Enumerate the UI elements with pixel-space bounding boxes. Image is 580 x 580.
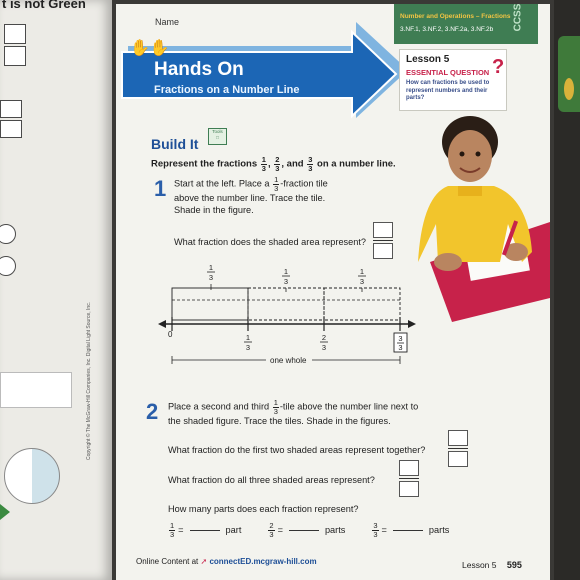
parts-label: parts — [428, 525, 450, 535]
fraction-3-3: $\frac{3}{3}$ — [373, 521, 378, 539]
step-2-line-1-end: -tile above the number line next to — [279, 401, 419, 412]
svg-text:1: 1 — [245, 333, 251, 342]
textbook-page — [116, 4, 550, 580]
left-circle — [0, 224, 16, 244]
copyright-notice: Copyright © The McGraw-Hill Companies, Inc. Digital Light Source, Inc. — [86, 301, 92, 460]
svg-text:2: 2 — [321, 333, 327, 342]
step-1-line-2: above the number line. Trace the tile. — [174, 193, 326, 203]
parts-blank-3[interactable] — [393, 530, 423, 531]
parts-label: parts — [324, 525, 346, 535]
instruction-text: Represent the fractions — [151, 158, 258, 170]
right-book-edge — [554, 0, 580, 580]
essential-question-text: How can fractions be used to represent numbers and their parts? — [406, 80, 490, 101]
left-circle — [0, 256, 16, 276]
left-answer-box — [0, 372, 72, 408]
banner-subtitle: Fractions on a Number Line — [154, 84, 300, 96]
strand-label: Number and Operations – Fractions — [400, 13, 511, 20]
banner-title: Hands On — [154, 59, 244, 80]
tools-label: Tools — [212, 129, 223, 134]
svg-text:1: 1 — [283, 267, 289, 276]
essential-question-label: ESSENTIAL QUESTION — [406, 68, 490, 77]
standards-label: 3.NF.1, 3.NF.2, 3.NF.2a, 3.NF.2b — [400, 26, 494, 33]
build-it-title: Build It — [151, 136, 199, 152]
svg-text:3: 3 — [321, 343, 327, 352]
question-mark-icon: ? — [492, 56, 505, 78]
number-line-diagram — [116, 4, 550, 384]
fraction-1-3: $\frac{1}{3}$ — [274, 175, 279, 193]
fraction-3-3: $\frac{3}{3}$ — [308, 155, 313, 173]
svg-text:3: 3 — [283, 277, 289, 286]
build-it-instruction: Represent the fractions $\frac{1}{3}$ , $\frac{2}{3}$ , and $\frac{3}{3}$ on a number line. — [151, 155, 396, 173]
instruction-text-end: on a number line. — [317, 158, 396, 170]
parts-row: $\frac{1}{3}$ = part $\frac{2}{3}$ = parts $\frac{3}{3}$ = parts — [170, 521, 450, 539]
left-page — [0, 0, 112, 580]
svg-text:1: 1 — [359, 267, 365, 276]
fraction-1-3: $\frac{1}{3}$ — [273, 398, 278, 416]
step-1-line-1: Start at the left. Place a — [174, 178, 270, 189]
svg-text:3: 3 — [245, 343, 251, 352]
step-1-question: What fraction does the shaded area represent? — [174, 237, 367, 247]
svg-text:1: 1 — [208, 263, 214, 272]
online-content-footer — [136, 557, 317, 566]
svg-text:3: 3 — [398, 334, 403, 343]
step-1-number: 1 — [154, 176, 167, 201]
footer-lesson-label: Lesson 5 — [462, 560, 497, 570]
svg-text:3: 3 — [208, 273, 214, 282]
step-2-question-3: How many parts does each fraction represent? — [168, 504, 359, 514]
hands-icon: ✋✋ — [130, 40, 170, 57]
lesson-label: Lesson 5 — [406, 54, 450, 65]
step-2-number: 2 — [146, 399, 159, 424]
svg-text:3: 3 — [398, 343, 403, 352]
fraction-1-3: $\frac{1}{3}$ — [170, 521, 175, 539]
left-page-top-text: t is not Green — [2, 0, 86, 11]
name-label: Name — [155, 17, 180, 27]
left-answer-box — [4, 24, 26, 44]
cursor-icon: ➚ — [200, 557, 208, 566]
step-2-answer-1[interactable] — [448, 430, 468, 467]
step-1-line-3: Shade in the figure. — [174, 205, 254, 215]
page-number: 595 — [506, 560, 522, 570]
step-2-question-2: What fraction do all three shaded areas represent? — [168, 475, 375, 485]
number-line-zero: 0 — [168, 330, 173, 339]
left-circle-figure — [4, 448, 60, 504]
fraction-1-3: $\frac{1}{3}$ — [261, 155, 266, 173]
step-2-question-1: What fraction do the first two shaded areas represent together? — [168, 445, 426, 455]
step-2-line-2: the shaded figure. Trace the tiles. Shade in the figures. — [168, 416, 391, 426]
ccss-label: CCSS — [512, 3, 524, 32]
page-footer — [462, 560, 522, 570]
left-arrow-icon — [0, 504, 10, 520]
step-2-text — [168, 399, 418, 427]
step-1-line-1-end: -fraction tile — [280, 178, 328, 189]
step-2-answer-2[interactable] — [399, 460, 419, 497]
book-cover-emblem — [564, 78, 574, 100]
parts-blank-2[interactable] — [289, 530, 319, 531]
svg-text:3: 3 — [359, 277, 365, 286]
parts-blank-1[interactable] — [190, 530, 220, 531]
fraction-2-3: $\frac{2}{3}$ — [269, 521, 274, 539]
part-label: part — [225, 525, 242, 535]
fraction-2-3: $\frac{2}{3}$ — [275, 155, 280, 173]
one-whole-label: one whole — [270, 356, 307, 365]
left-answer-box — [0, 120, 22, 138]
book-cover-green — [558, 36, 580, 112]
left-answer-box — [4, 46, 26, 66]
left-answer-box — [0, 100, 22, 118]
online-content-label: Online Content at — [136, 557, 199, 566]
connected-link[interactable]: connectED.mcgraw-hill.com — [209, 557, 317, 566]
tools-icon[interactable]: Tools □ — [208, 128, 227, 145]
step-2-line-1: Place a second and third — [168, 401, 270, 412]
